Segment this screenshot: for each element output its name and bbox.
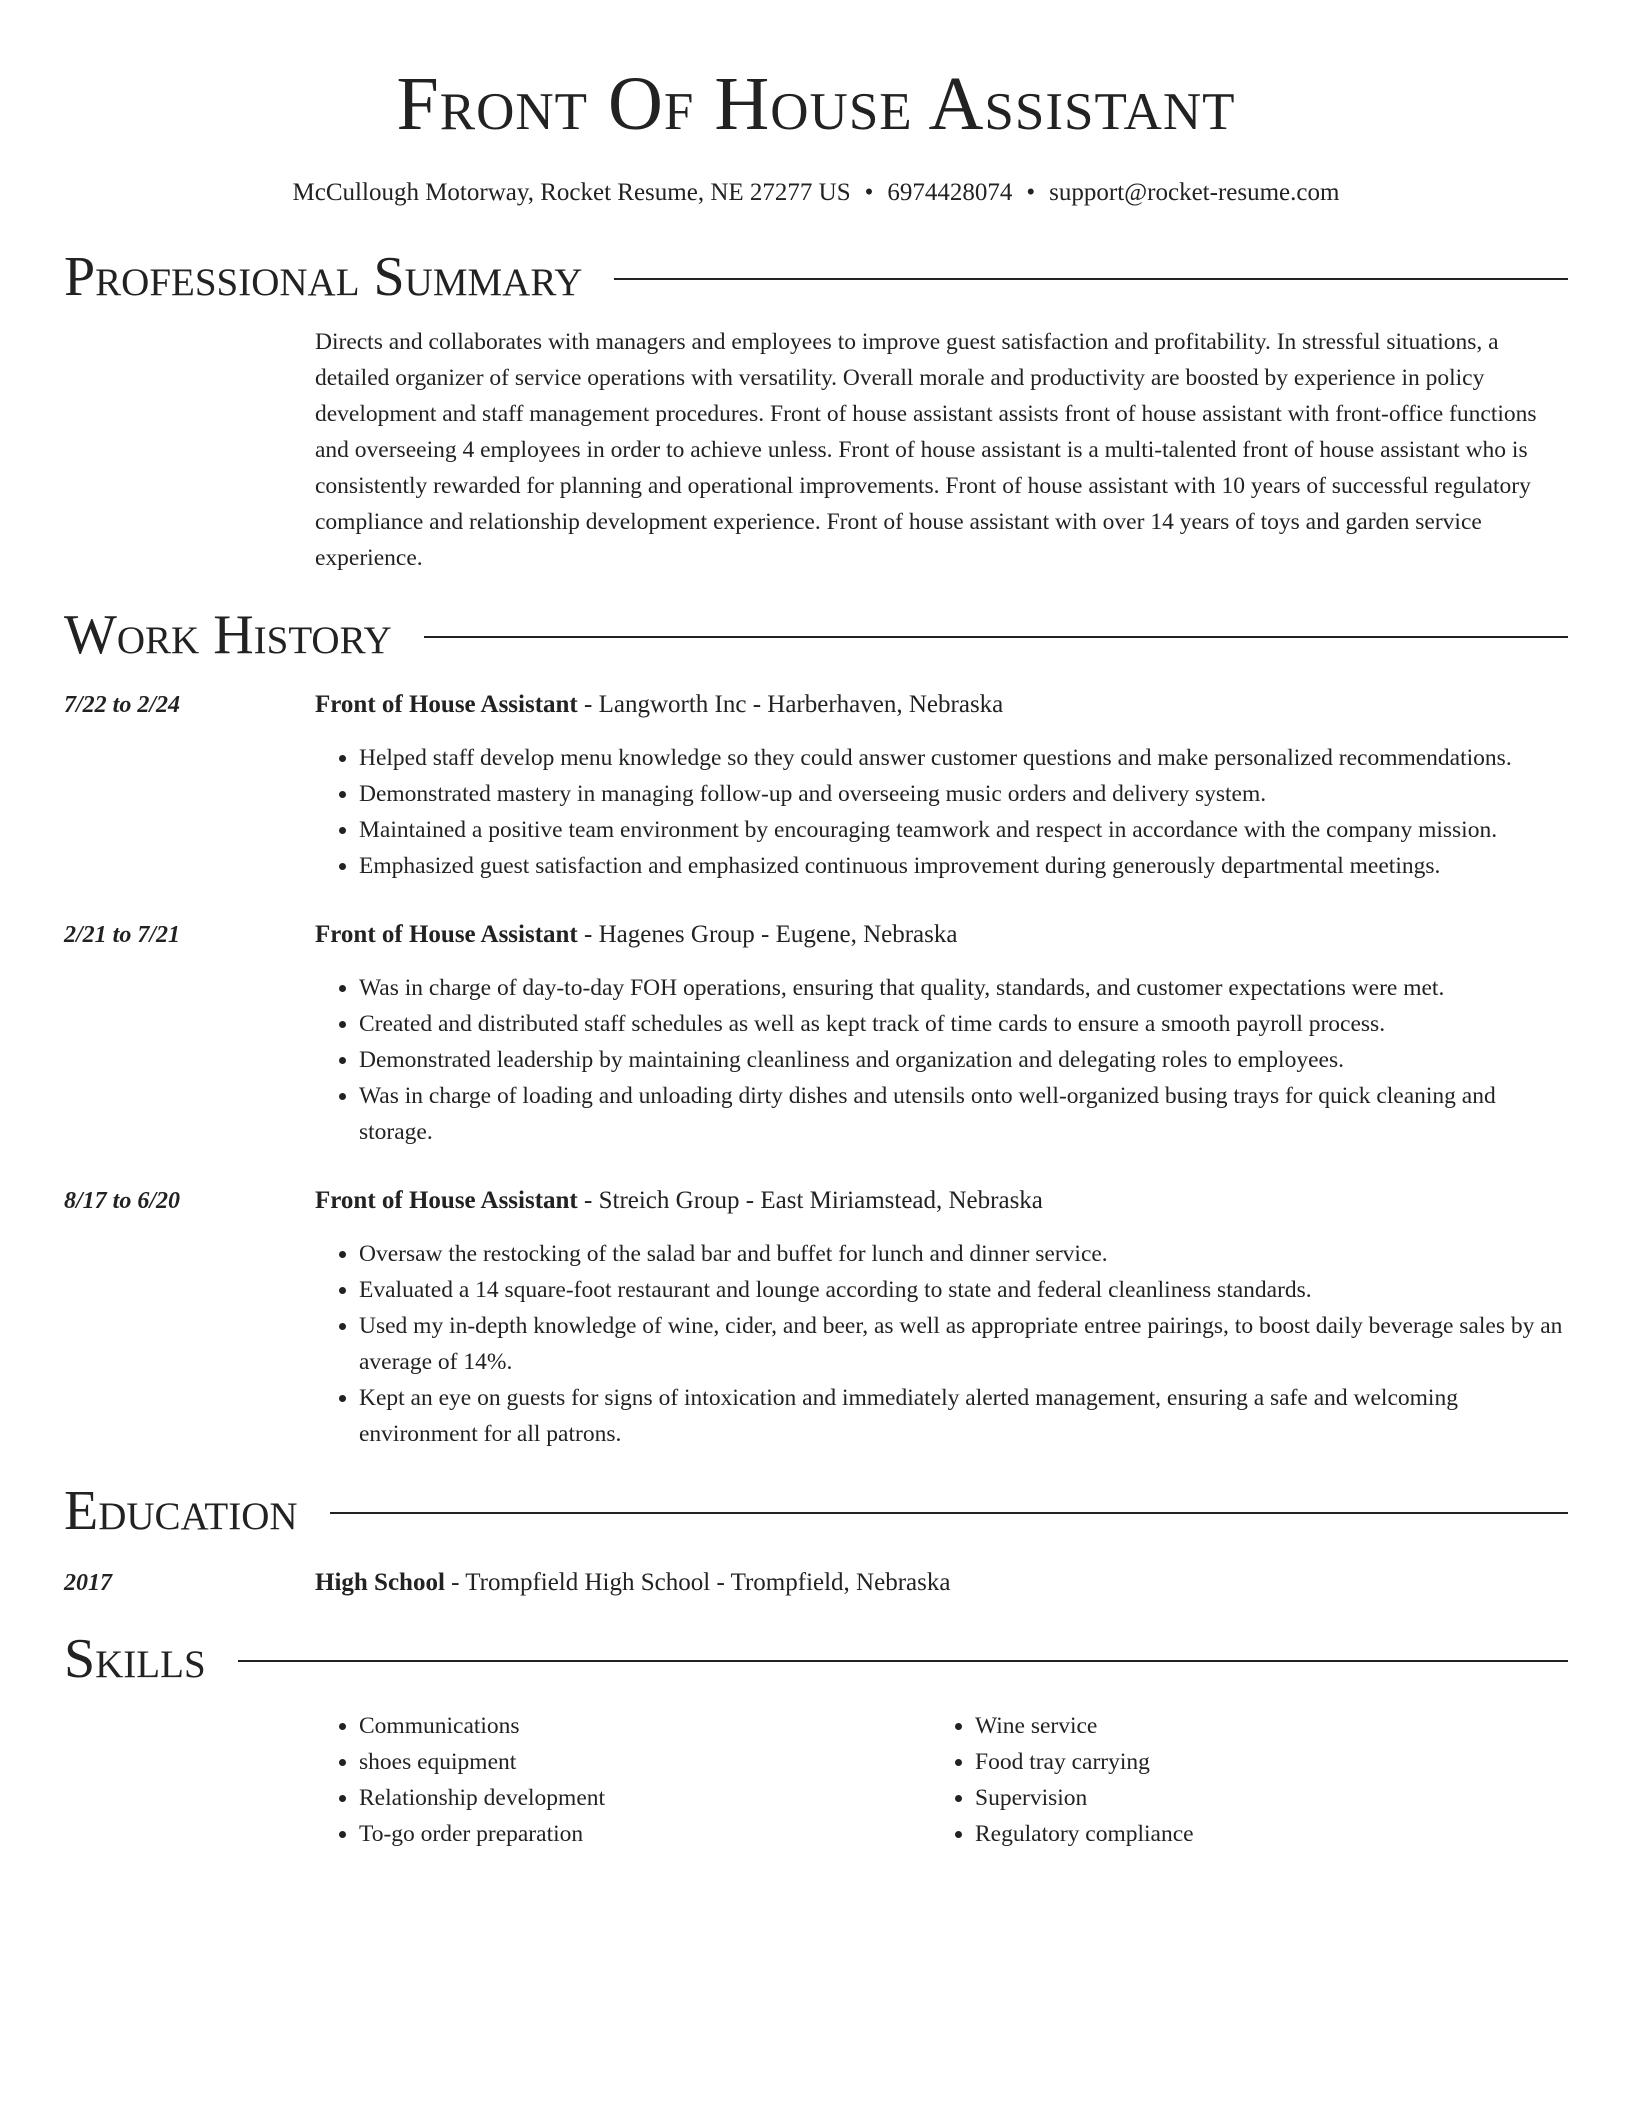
section-divider [238,1660,1568,1662]
education-entry [64,1566,1568,1600]
job-bullets [315,740,1568,884]
job-bullet: • Used my in-depth knowledge of wine, cider, and beer, as well as appropriate entree pairings, to boost daily beverage sales by an average of 14%. [359,1308,1568,1380]
section-heading: Work History [64,604,392,666]
job-bullet: • Evaluated a 14 square-foot restaurant and lounge according to state and federal cleanliness standards. [359,1272,1568,1308]
job-details: - Hagenes Group - Eugene, Nebraska [577,921,958,948]
skills-section-header [64,1626,1568,1692]
contact-phone: 6974428074 [887,179,1013,206]
contact-address: McCullough Motorway, Rocket Resume, NE 27277 US [292,179,851,206]
summary-text: Directs and collaborates with managers and employees to improve guest satisfaction and profitability. In stressful situations, a detailed organizer of service operations with versatility. Overall morale and productivity are boosted by experience in policy development and staff management procedures. Front of house assistant assists front of house assistant with front-office functions and overseeing 4 employees in order to achieve unless. Front of house assistant is a multi-talented front of house assistant who is consistently rewarded for planning and operational improvements. Front of house assistant with 10 years of successful regulatory compliance and relationship development experience. Front of house assistant with over 14 years of toys and garden service experience. [315,329,1537,571]
job-entry [64,688,1568,884]
work-section-header [64,602,1568,668]
job-bullet: • Demonstrated mastery in managing follow-up and overseeing music orders and delivery system. [359,776,1568,812]
job-bullet: • Emphasized guest satisfaction and emphasized continuous improvement during generously departmental meetings. [359,848,1568,884]
contact-separator: • [1026,179,1036,206]
education-title-line [315,1566,1568,1600]
education-details: - Trompfield High School - Trompfield, Nebraska [444,1569,951,1596]
job-entry [64,1184,1568,1452]
job-bullet: • Kept an eye on guests for signs of intoxication and immediately alerted management, ensuring a safe and welcoming environment for all patrons. [359,1380,1568,1452]
job-bullet: • Demonstrated leadership by maintaining cleanliness and organization and delegating roles to employees. [359,1042,1568,1078]
job-date: 7/22 to 2/24 [64,692,181,718]
skill-item: • Supervision [975,1780,1547,1816]
resume-title: Front Of House Assistant [396,62,1236,146]
job-header [64,918,1568,1150]
skill-item: • shoes equipment [359,1744,931,1780]
section-divider [614,278,1568,280]
job-title-line [315,1184,1568,1218]
job-title: Front of House Assistant [315,921,578,948]
job-bullet: • Was in charge of loading and unloading dirty dishes and utensils onto well-organized busing trays for quick cleaning and storage. [359,1078,1568,1150]
education-body [315,1566,1568,1600]
skill-item: • Communications [359,1708,931,1744]
job-bullet: • Maintained a positive team environment by encouraging teamwork and respect in accordance with the company mission. [359,812,1568,848]
job-body [315,1184,1568,1452]
job-date: 2/21 to 7/21 [64,922,181,948]
contact-separator: • [864,179,874,206]
skills-column-left [315,1708,931,1852]
job-header [64,1184,1568,1452]
job-title-line [315,918,1568,952]
education-date: 2017 [64,1570,112,1596]
job-bullet: • Oversaw the restocking of the salad bar and buffet for lunch and dinner service. [359,1236,1568,1272]
skill-item: • To-go order preparation [359,1816,931,1852]
skills-column-right [931,1708,1547,1852]
section-divider [424,636,1568,638]
job-date: 8/17 to 6/20 [64,1188,181,1214]
section-heading: Professional Summary [64,246,583,308]
contact-line [64,176,1568,210]
skill-item: • Food tray carrying [975,1744,1547,1780]
summary-section-header [64,244,1568,310]
education-degree: High School [315,1569,445,1596]
job-header [64,688,1568,884]
job-entry [64,918,1568,1150]
job-body [315,688,1568,884]
education-section-header [64,1478,1568,1544]
work-history-list [64,688,1568,1452]
job-title: Front of House Assistant [315,691,578,718]
job-bullet: • Was in charge of day-to-day FOH operations, ensuring that quality, standards, and customer expectations were met. [359,970,1568,1006]
section-heading: Education [64,1480,298,1542]
job-bullet: • Helped staff develop menu knowledge so they could answer customer questions and make personalized recommendations. [359,740,1568,776]
skill-item: • Relationship development [359,1780,931,1816]
job-bullet: • Created and distributed staff schedules as well as kept track of time cards to ensure a smooth payroll process. [359,1006,1568,1042]
job-title: Front of House Assistant [315,1187,578,1214]
skills-list [315,1708,1568,1852]
section-heading: Skills [64,1628,206,1690]
job-title-line [315,688,1568,722]
job-body [315,918,1568,1150]
contact-email: support@rocket-resume.com [1049,179,1340,206]
job-details: - Streich Group - East Miriamstead, Nebraska [577,1187,1043,1214]
job-bullets [315,970,1568,1150]
job-bullets [315,1236,1568,1452]
job-details: - Langworth Inc - Harberhaven, Nebraska [577,691,1004,718]
skill-item: • Regulatory compliance [975,1816,1547,1852]
section-divider [330,1512,1568,1514]
skill-item: • Wine service [975,1708,1547,1744]
